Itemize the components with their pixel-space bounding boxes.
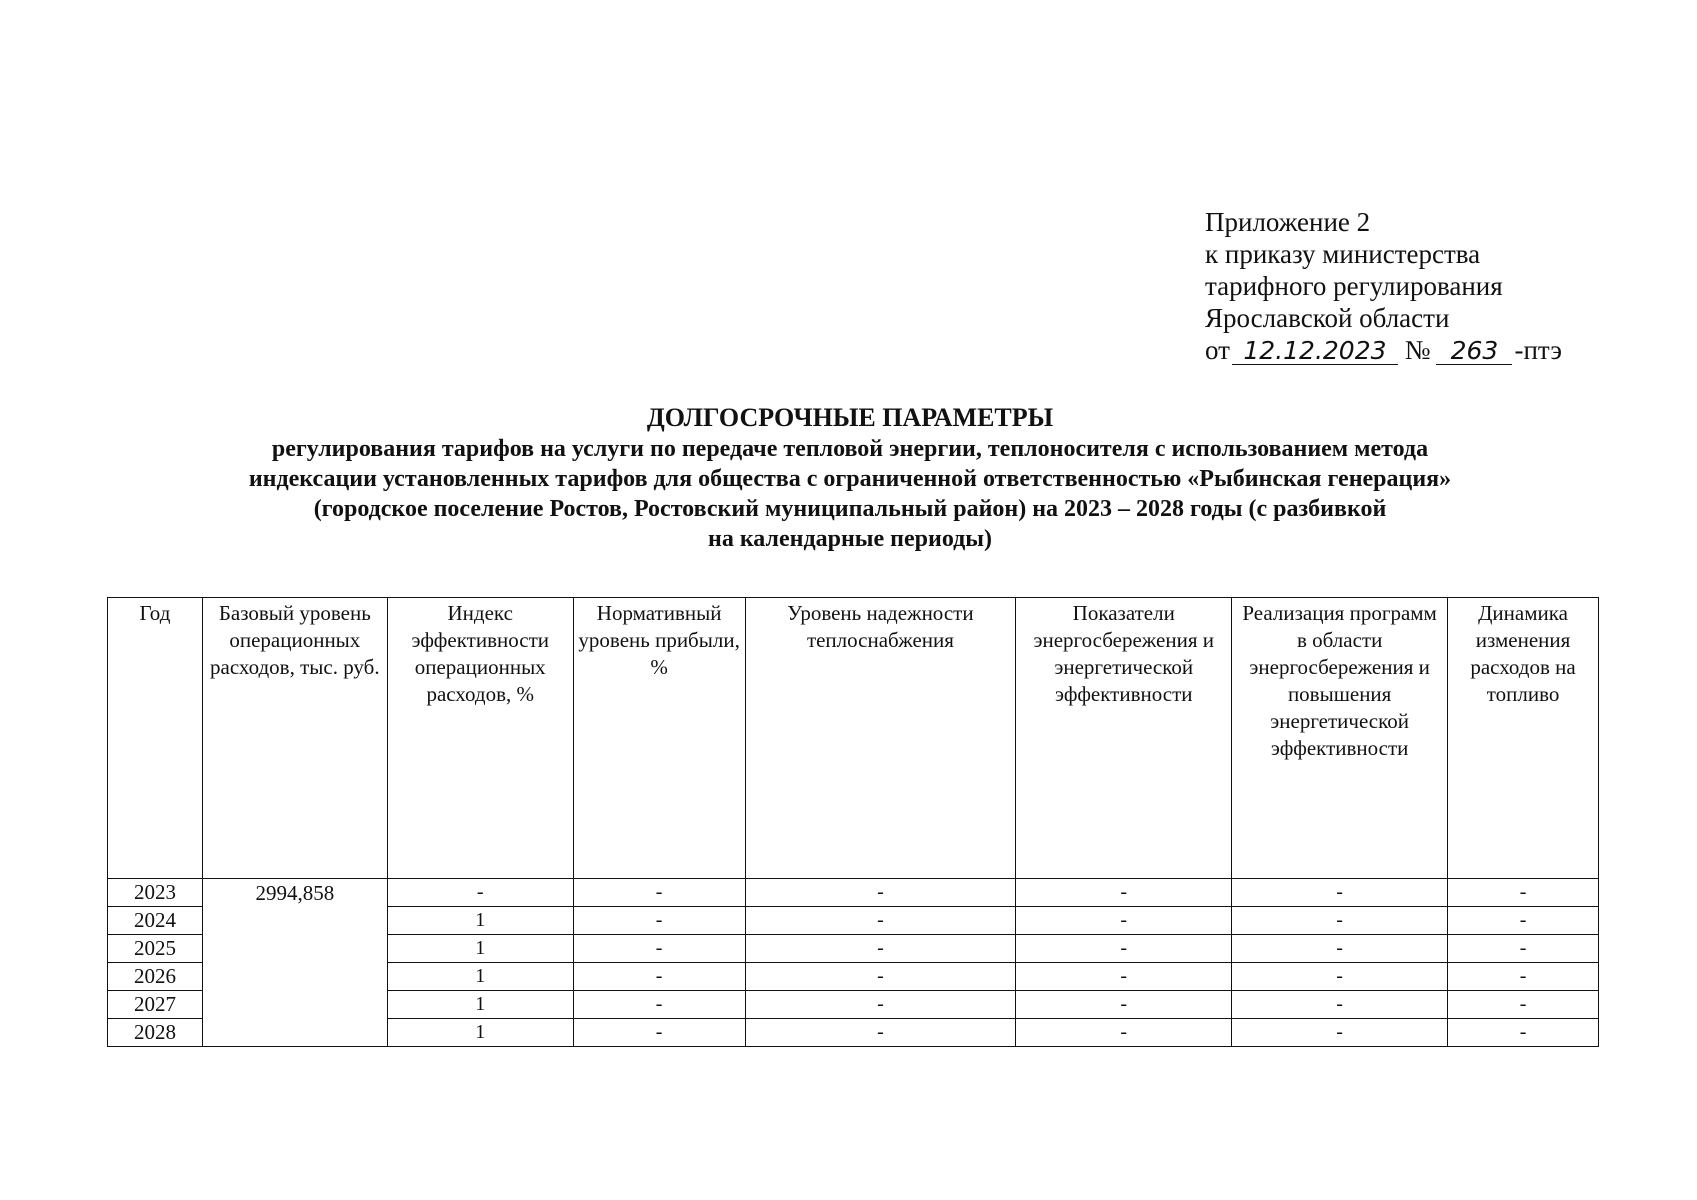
cell-profit: - [573,991,745,1019]
cell-index: 1 [387,935,573,963]
header-year: Год [108,598,203,879]
cell-profit: - [573,1019,745,1047]
handwritten-number: 263 [1436,338,1512,365]
cell-reliability: - [745,1019,1016,1047]
appendix-line-3: тарифного регулирования [1205,271,1503,301]
title-line-1: регулирования тарифов на услуги по передаче тепловой энергии, теплоносителя с использованием метода [271,436,1429,462]
header-energy-indicators: Показатели энергосбережения и энергетической эффективности [1016,598,1232,879]
cell-programs: - [1232,1019,1448,1047]
cell-programs: - [1232,991,1448,1019]
cell-reliability: - [745,935,1016,963]
cell-fuel: - [1448,1019,1599,1047]
title-line-2: индексации установленных тарифов для общества с ограниченной ответственностью «Рыбинская генерация» [248,466,1452,492]
cell-programs: - [1232,963,1448,991]
cell-year: 2028 [108,1019,203,1047]
header-base-opex: Базовый уровень операционных расходов, тыс. руб. [202,598,387,879]
appendix-line-4: Ярославской области [1205,303,1450,333]
document-title [100,402,1600,554]
cell-fuel: - [1448,935,1599,963]
cell-reliability: - [745,907,1016,935]
header-profit-level: Нормативный уровень прибыли, % [573,598,745,879]
header-efficiency-index: Индекс эффективности операционных расходов, % [387,598,573,879]
cell-indicators: - [1016,991,1232,1019]
table-row [108,879,1599,907]
cell-year: 2024 [108,907,203,935]
parameters-table [107,597,1599,1047]
date-prefix: от [1205,335,1230,365]
cell-reliability: - [745,963,1016,991]
cell-fuel: - [1448,879,1599,907]
cell-indicators: - [1016,935,1232,963]
cell-programs: - [1232,907,1448,935]
cell-profit: - [573,907,745,935]
cell-profit: - [573,879,745,907]
cell-year: 2025 [108,935,203,963]
number-suffix: -птэ [1514,335,1562,365]
title-line-3: (городское поселение Ростов, Ростовский муниципальный район) на 2023 – 2028 годы (с разбивкой [313,496,1387,522]
header-energy-programs: Реализация программ в области энергосбережения и повышения энергетической эффективности [1232,598,1448,879]
header-reliability: Уровень надежности теплоснабжения [745,598,1016,879]
title-line-4: на календарные периоды) [708,526,992,552]
cell-profit: - [573,935,745,963]
cell-programs: - [1232,879,1448,907]
cell-indicators: - [1016,963,1232,991]
cell-profit: - [573,963,745,991]
cell-reliability: - [745,991,1016,1019]
cell-indicators: - [1016,879,1232,907]
handwritten-date: 12.12.2023 [1232,338,1398,365]
header-fuel-dynamics: Динамика изменения расходов на топливо [1448,598,1599,879]
cell-year: 2023 [108,879,203,907]
cell-index: 1 [387,991,573,1019]
cell-reliability: - [745,879,1016,907]
cell-index: 1 [387,907,573,935]
appendix-line-2: к приказу министерства [1205,239,1481,269]
cell-indicators: - [1016,1019,1232,1047]
cell-index: 1 [387,1019,573,1047]
cell-index: - [387,879,573,907]
cell-programs: - [1232,935,1448,963]
appendix-block [1205,206,1562,366]
appendix-line-1: Приложение 2 [1205,207,1371,237]
cell-fuel: - [1448,907,1599,935]
cell-indicators: - [1016,907,1232,935]
cell-year: 2026 [108,963,203,991]
cell-fuel: - [1448,963,1599,991]
appendix-date-line [1205,334,1562,366]
cell-index: 1 [387,963,573,991]
title-main: ДОЛГОСРОЧНЫЕ ПАРАМЕТРЫ [646,403,1054,432]
table-header-row [108,598,1599,879]
number-sign: № [1404,335,1431,365]
cell-fuel: - [1448,991,1599,1019]
cell-year: 2027 [108,991,203,1019]
cell-base-opex: 2994,858 [202,879,387,1047]
